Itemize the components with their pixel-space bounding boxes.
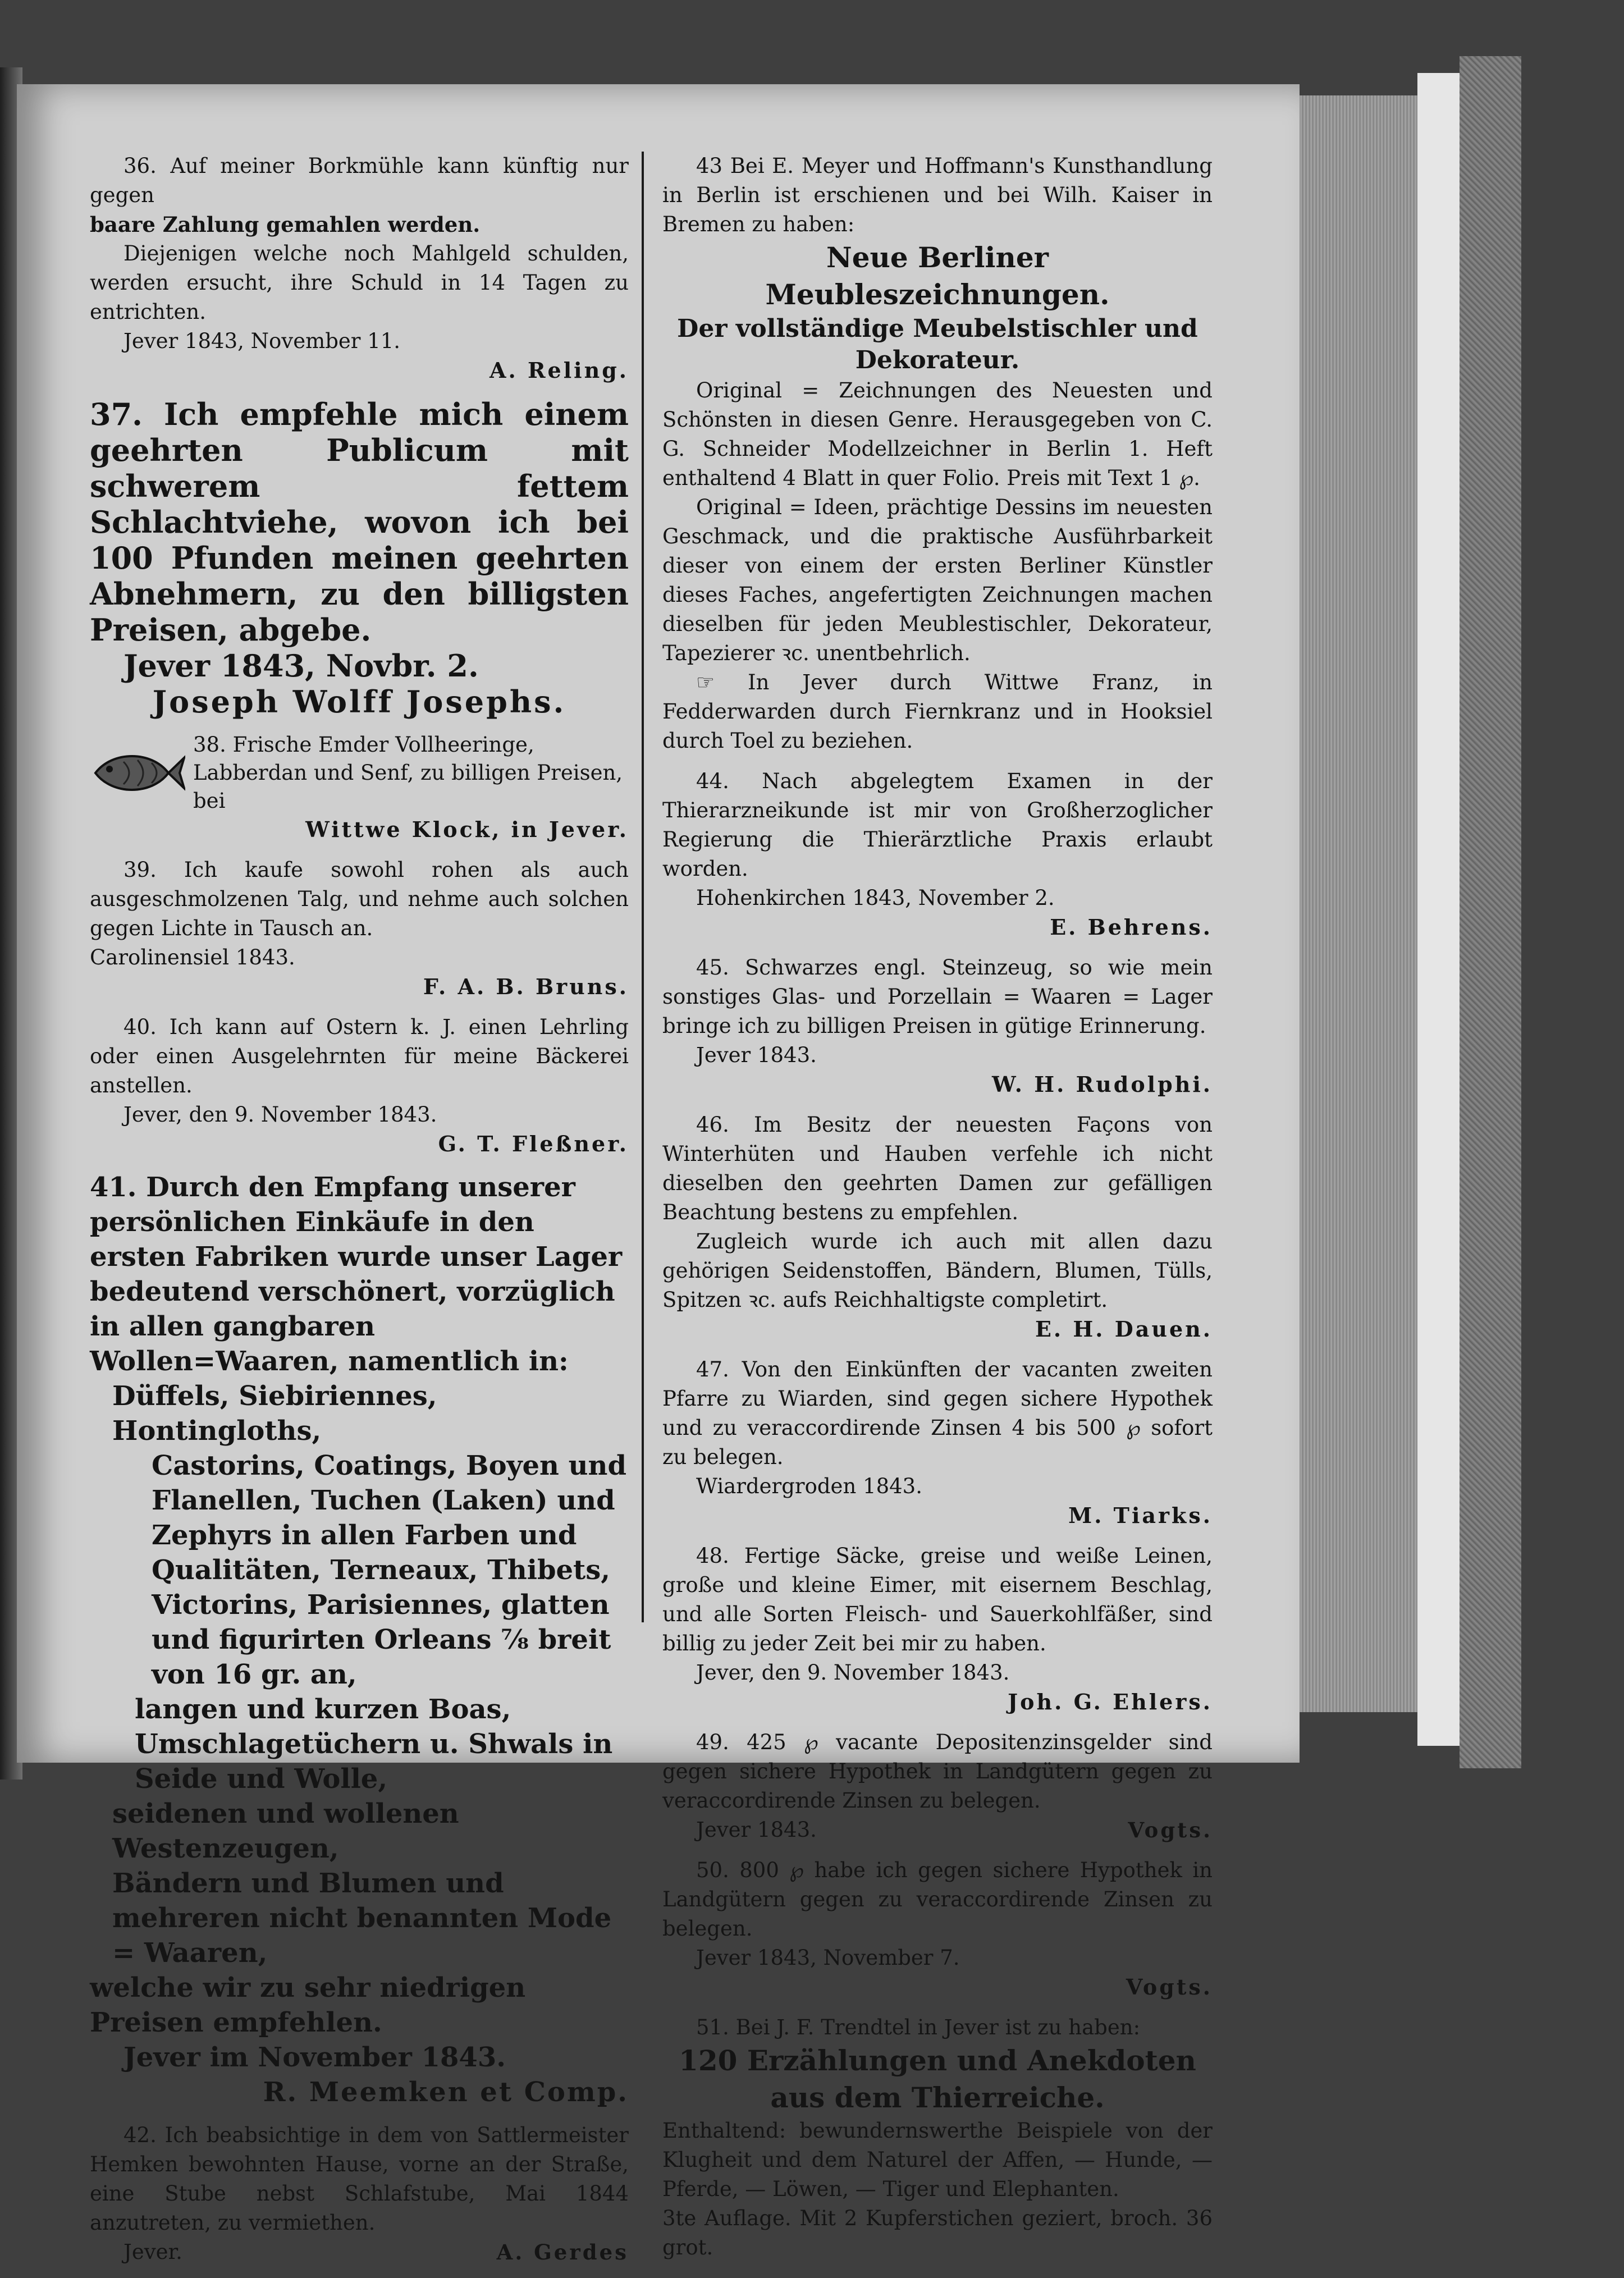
- ad-49: [662, 1728, 1213, 1845]
- ad-44-date: Hohenkirchen 1843, November 2.: [696, 886, 1055, 910]
- ad-44: [662, 767, 1213, 942]
- ad-37-date: Jever 1843, Novbr. 2.: [123, 648, 479, 684]
- ad-46: [662, 1110, 1213, 1344]
- ad-39-text: 39. Ich kaufe sowohl rohen als auch ausgeschmolzenen Talg, und nehme auch solchen gegen Lichte in Tausch an.: [90, 858, 629, 940]
- ad-43-p3: ☞ In Jever durch Wittwe Franz, in Fedderwarden durch Fiernkranz und in Hooksiel durch Toel zu beziehen.: [662, 670, 1213, 753]
- ad-47: [662, 1355, 1213, 1530]
- ad-46-text2: Zugleich wurde ich auch mit allen dazu gehörigen Seidenstoffen, Bändern, Blumen, Tülls, Spitzen ꝛc. aufs Reichhaltigste completirt.: [662, 1229, 1213, 1312]
- ad-45-text: 45. Schwarzes engl. Steinzeug, so wie mein sonstiges Glas- und Porzellain = Waaren = Lager bringe ich zu billigen Preisen in gütige Erinnerung.: [662, 955, 1213, 1038]
- ad-42-text: 42. Ich beabsichtige in dem von Sattlermeister Hemken bewohnten Hause, vorne an der Straße, eine Stube nebst Schlafstube, Mai 1844 anzutreten, zu vermiethen.: [90, 2123, 629, 2235]
- ad-50-signature: Vogts.: [1126, 1974, 1213, 2000]
- ad-44-signature: E. Behrens.: [1050, 914, 1213, 940]
- ad-38-signature: Wittwe Klock, in Jever.: [305, 817, 629, 842]
- ad-48-signature: Joh. G. Ehlers.: [1008, 1689, 1213, 1714]
- page-edges: [1300, 95, 1417, 1712]
- ad-42: [90, 2121, 629, 2267]
- column-divider: [642, 152, 644, 1622]
- ad-37-signature: Joseph Wolff Josephs.: [152, 684, 566, 720]
- ad-43-p1: Original = Zeichnungen des Neuesten und Schönsten in diesen Genre. Herausgegeben von C. G. Schneider Modellzeichner in Berlin 1. Heft enthaltend 4 Blatt in quer Folio. Preis mit Text 1 ℘.: [662, 378, 1213, 490]
- ad-36-line1: 36. Auf meiner Borkmühle kann künftig nur gegen: [90, 154, 629, 207]
- ad-41-closing: welche wir zu sehr niedrigen Preisen empfehlen.: [90, 1972, 526, 2038]
- book-cover: [1460, 56, 1521, 1768]
- right-column: [662, 152, 1213, 2274]
- ad-38: [90, 731, 629, 844]
- ad-41-date: Jever im November 1843.: [123, 2042, 506, 2073]
- ad-51-intro: 51. Bei J. F. Trendtel in Jever ist zu haben:: [696, 2015, 1141, 2039]
- ad-36-signature: A. Reling.: [490, 358, 629, 383]
- ad-48-text: 48. Fertige Säcke, greise und weiße Leinen, große und kleine Eimer, mit eisernem Beschlag, und alle Sorten Fleisch- und Sauerkohlfäßer, sind billig zu jeder Zeit bei mir zu haben.: [662, 1544, 1213, 1655]
- ad-49-text: 49. 425 ℘ vacante Depositenzinsgelder sind gegen sichere Hypothek in Landgütern gegen zu veraccordirende Zinsen zu belegen.: [662, 1730, 1213, 1813]
- ad-40: [90, 1013, 629, 1159]
- ad-48-date: Jever, den 9. November 1843.: [696, 1661, 1010, 1685]
- ad-43-heading1: Neue Berliner Meubleszeichnungen.: [765, 241, 1110, 311]
- ad-51: [662, 2013, 1213, 2262]
- ad-40-date: Jever, den 9. November 1843.: [123, 1103, 437, 1127]
- ad-39-date: Carolinensiel 1843.: [90, 945, 295, 969]
- ad-36-line2: baare Zahlung gemahlen werden.: [90, 212, 481, 237]
- ad-47-signature: M. Tiarks.: [1068, 1503, 1213, 1528]
- ad-39-signature: F. A. B. Bruns.: [423, 974, 629, 999]
- ad-40-text: 40. Ich kann auf Ostern k. J. einen Lehrling oder einen Ausgelehrnten für meine Bäckerei anstellen.: [90, 1015, 629, 1097]
- ad-38-text: 38. Frische Emder Vollheeringe, Labberdan und Senf, zu billigen Preisen, bei: [193, 733, 623, 813]
- ad-37: [90, 396, 629, 720]
- ad-42-signature: A. Gerdes: [496, 2240, 629, 2265]
- ad-41-item: langen und kurzen Boas,: [135, 1694, 511, 1725]
- ad-44-text: 44. Nach abgelegtem Examen in der Thierarzneikunde ist mir von Großherzoglicher Regierung die Thierärztliche Praxis erlaubt worden.: [662, 769, 1213, 881]
- ad-36-date: Jever 1843, November 11.: [123, 329, 401, 353]
- ad-41-item: Umschlagetüchern u. Shwals in Seide und Wolle,: [135, 1728, 613, 1795]
- ad-51-heading: 120 Erzählungen und Anekdoten aus dem Thierreiche.: [679, 2044, 1196, 2114]
- ad-50-date: Jever 1843, November 7.: [696, 1946, 960, 1970]
- ad-46-text: 46. Im Besitz der neuesten Façons von Winterhüten und Hauben verfehle ich nicht dieselben den geehrten Damen zur gefälligen Beachtung bestens zu empfehlen.: [662, 1113, 1213, 1224]
- ad-49-signature: Vogts.: [1128, 1818, 1213, 1842]
- ad-43-intro: 43 Bei E. Meyer und Hoffmann's Kunsthandlung in Berlin ist erschienen und bei Wilh. Kaiser in Bremen zu haben:: [662, 154, 1213, 236]
- ad-39: [90, 856, 629, 1001]
- ad-41-text: 41. Durch den Empfang unserer persönlichen Einkäufe in den ersten Fabriken wurde unser Lager bedeutend verschönert, vorzüglich in allen gangbaren Wollen=Waaren, namentlich in:: [90, 1172, 623, 1377]
- ad-49-date: Jever 1843.: [696, 1818, 817, 1842]
- ad-42-date: Jever.: [123, 2240, 182, 2264]
- ad-36: [90, 152, 629, 385]
- fish-icon: [90, 748, 185, 798]
- ad-45: [662, 953, 1213, 1099]
- ad-50: [662, 1856, 1213, 2002]
- left-column: [90, 152, 629, 2278]
- ad-51-p2: 3te Auflage. Mit 2 Kupferstichen geziert, broch. 36 grot.: [662, 2206, 1213, 2259]
- ad-47-date: Wiardergroden 1843.: [696, 1474, 922, 1498]
- ad-41-item: Düffels, Siebiriennes, Hontingloths,: [112, 1380, 437, 1447]
- ad-41-item: Bändern und Blumen und mehreren nicht benannten Mode = Waaren,: [112, 1868, 612, 1969]
- ad-51-p1: Enthaltend: bewundernswerthe Beispiele von der Klugheit und dem Naturel der Affen, — Hunde, — Pferde, — Löwen, — Tiger und Elephanten.: [662, 2119, 1213, 2201]
- ad-46-signature: E. H. Dauen.: [1035, 1316, 1213, 1342]
- ad-48: [662, 1541, 1213, 1717]
- ad-41-item: Castorins, Coatings, Boyen und Flanellen, Tuchen (Laken) und Zephyrs in allen Farben und Qualitäten, Terneaux, Thibets, Victorins, Parisiennes, glatten und figurirten Orleans ⅞ breit von 16 gr. an,: [152, 1450, 626, 1690]
- ad-41-signature: R. Meemken et Comp.: [263, 2076, 629, 2108]
- ad-47-text: 47. Von den Einkünften der vacanten zweiten Pfarre zu Wiarden, sind gegen sichere Hypothek und zu veraccordirende Zinsen 4 bis 500 ℘ sofort zu belegen.: [662, 1357, 1213, 1469]
- ad-41: [90, 1170, 629, 2110]
- ad-45-date: Jever 1843.: [696, 1043, 817, 1067]
- ad-43-p2: Original = Ideen, prächtige Dessins im neuesten Geschmack, und die praktische Ausführbarkeit dieser von einem der ersten Berliner Künstler dieses Faches, angefertigten Zeichnungen machen dieselben für jeden Meublestischler, Dekorateur, Tapezierer ꝛc. unentbehrlich.: [662, 495, 1213, 665]
- ad-50-text: 50. 800 ℘ habe ich gegen sichere Hypothek in Landgütern gegen zu veraccordirende Zinsen zu belegen.: [662, 1858, 1213, 1941]
- ad-37-text: 37. Ich empfehle mich einem geehrten Publicum mit schwerem fettem Schlachtviehe, wovon ich bei 100 Pfunden meinen geehrten Abnehmern, zu den billigsten Preisen, abgebe.: [90, 396, 629, 648]
- ad-36-line3: Diejenigen welche noch Mahlgeld schulden, werden ersucht, ihre Schuld in 14 Tagen zu entrichten.: [90, 241, 629, 324]
- ad-40-signature: G. T. Fleßner.: [438, 1131, 629, 1156]
- ad-43: [662, 152, 1213, 756]
- ad-45-signature: W. H. Rudolphi.: [991, 1072, 1213, 1097]
- ad-43-heading2: Der vollständige Meubelstischler und Dekorateur.: [677, 314, 1198, 374]
- ad-41-item: seidenen und wollenen Westenzeugen,: [112, 1798, 459, 1864]
